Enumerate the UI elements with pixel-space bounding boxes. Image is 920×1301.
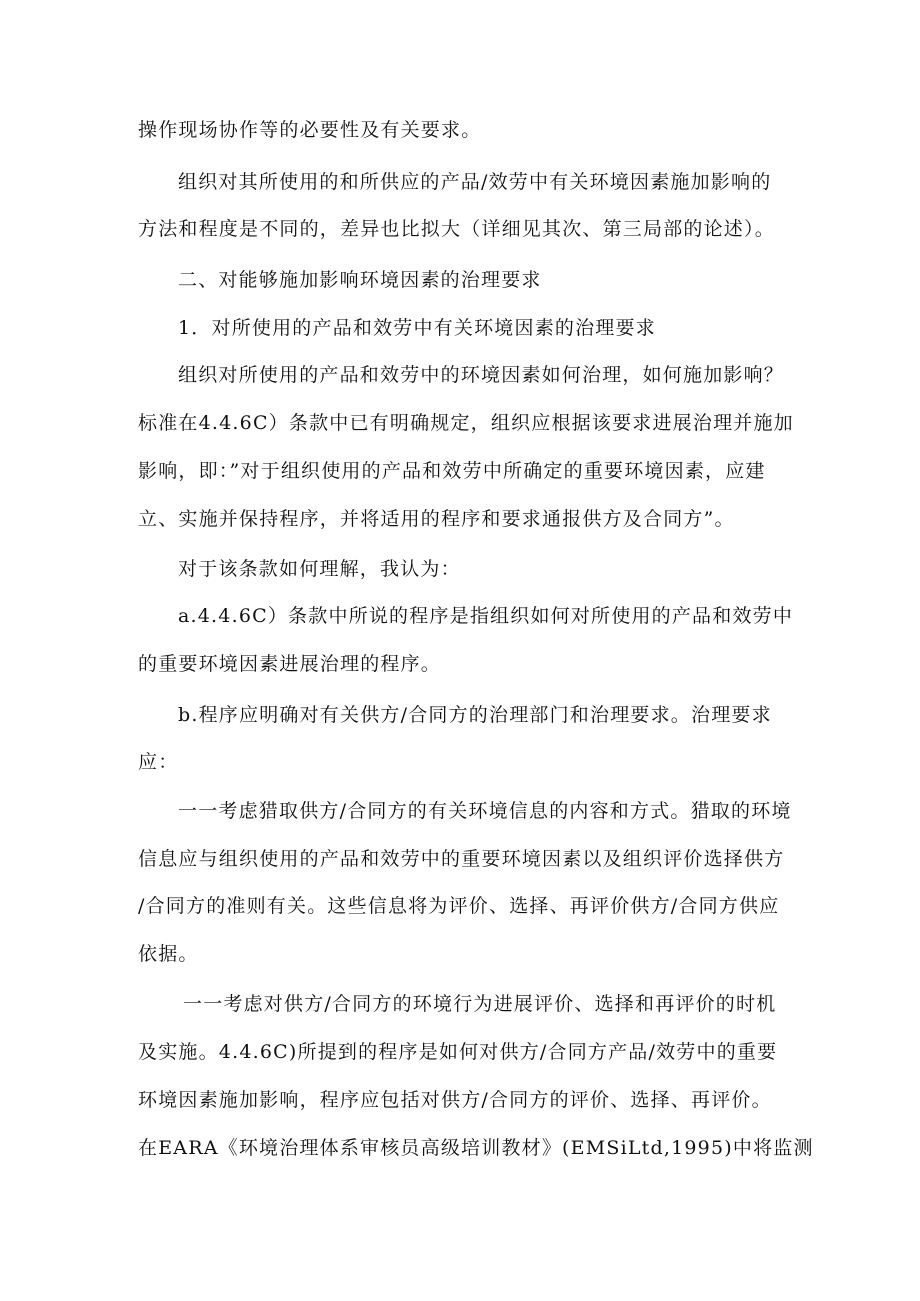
text-line-22: 在EARA《环境治理体系审核员高级培训教材》(EMSiLtd,1995)中将监测 [138,1137,814,1159]
text-line-2: 组织对其所使用的和所供应的产品/效劳中有关环境因素施加影响的 [178,171,772,193]
text-line-21: 环境因素施加影响，程序应包括对供方/合同方的评价、选择、再评价。 [138,1089,772,1111]
text-line-8: 影响，即：”对于组织使用的产品和效劳中所确定的重要环境因素，应建 [138,460,766,482]
section-heading: 二、对能够施加影响环境因素的治理要求 [178,269,542,291]
text-line-20: 及实施。4.4.6C)所提到的程序是如何对供方/合同方产品/效劳中的重要 [138,1041,778,1063]
text-line-10: 对于该条款如何理解，我认为： [178,558,461,580]
text-line-16: 信息应与组织使用的产品和效劳中的重要环境因素以及组织评价选择供方 [138,848,785,870]
dash-item-2: 一一考虑对供方/合同方的环境行为进展评价、选择和再评价的时机 [183,993,777,1015]
text-line-1: 操作现场协作等的必要性及有关要求。 [138,119,482,141]
text-line-3: 方法和程度是不同的，差异也比拟大（详细见其次、第三局部的论述）。 [138,218,775,240]
subsection-heading: 1．对所使用的产品和效劳中有关环境因素的治理要求 [178,317,656,339]
list-item-a: a.4.4.6C）条款中所说的程序是指组织如何对所使用的产品和效劳中 [178,605,794,627]
text-line-12: 的重要环境因素进展治理的程序。 [138,653,442,675]
text-line-6: 组织对所使用的产品和效劳中的环境因素如何治理，如何施加影响？ [178,364,785,386]
dash-item-1: 一一考虑猎取供方/合同方的有关环境信息的内容和方式。猎取的环境 [178,800,792,822]
text-line-17: /合同方的准则有关。这些信息将为评价、选择、再评价供方/合同方供应 [138,895,780,917]
text-line-7: 标准在4.4.6C）条款中已有明确规定，组织应根据该要求进展治理并施加 [138,412,794,434]
text-line-18: 依据。 [138,943,199,965]
text-line-14: 应： [138,751,179,773]
list-item-b: b.程序应明确对有关供方/合同方的治理部门和治理要求。治理要求 [178,704,772,726]
text-line-9: 立、实施并保持程序，并将适用的程序和要求通报供方及合同方”。 [138,508,735,530]
